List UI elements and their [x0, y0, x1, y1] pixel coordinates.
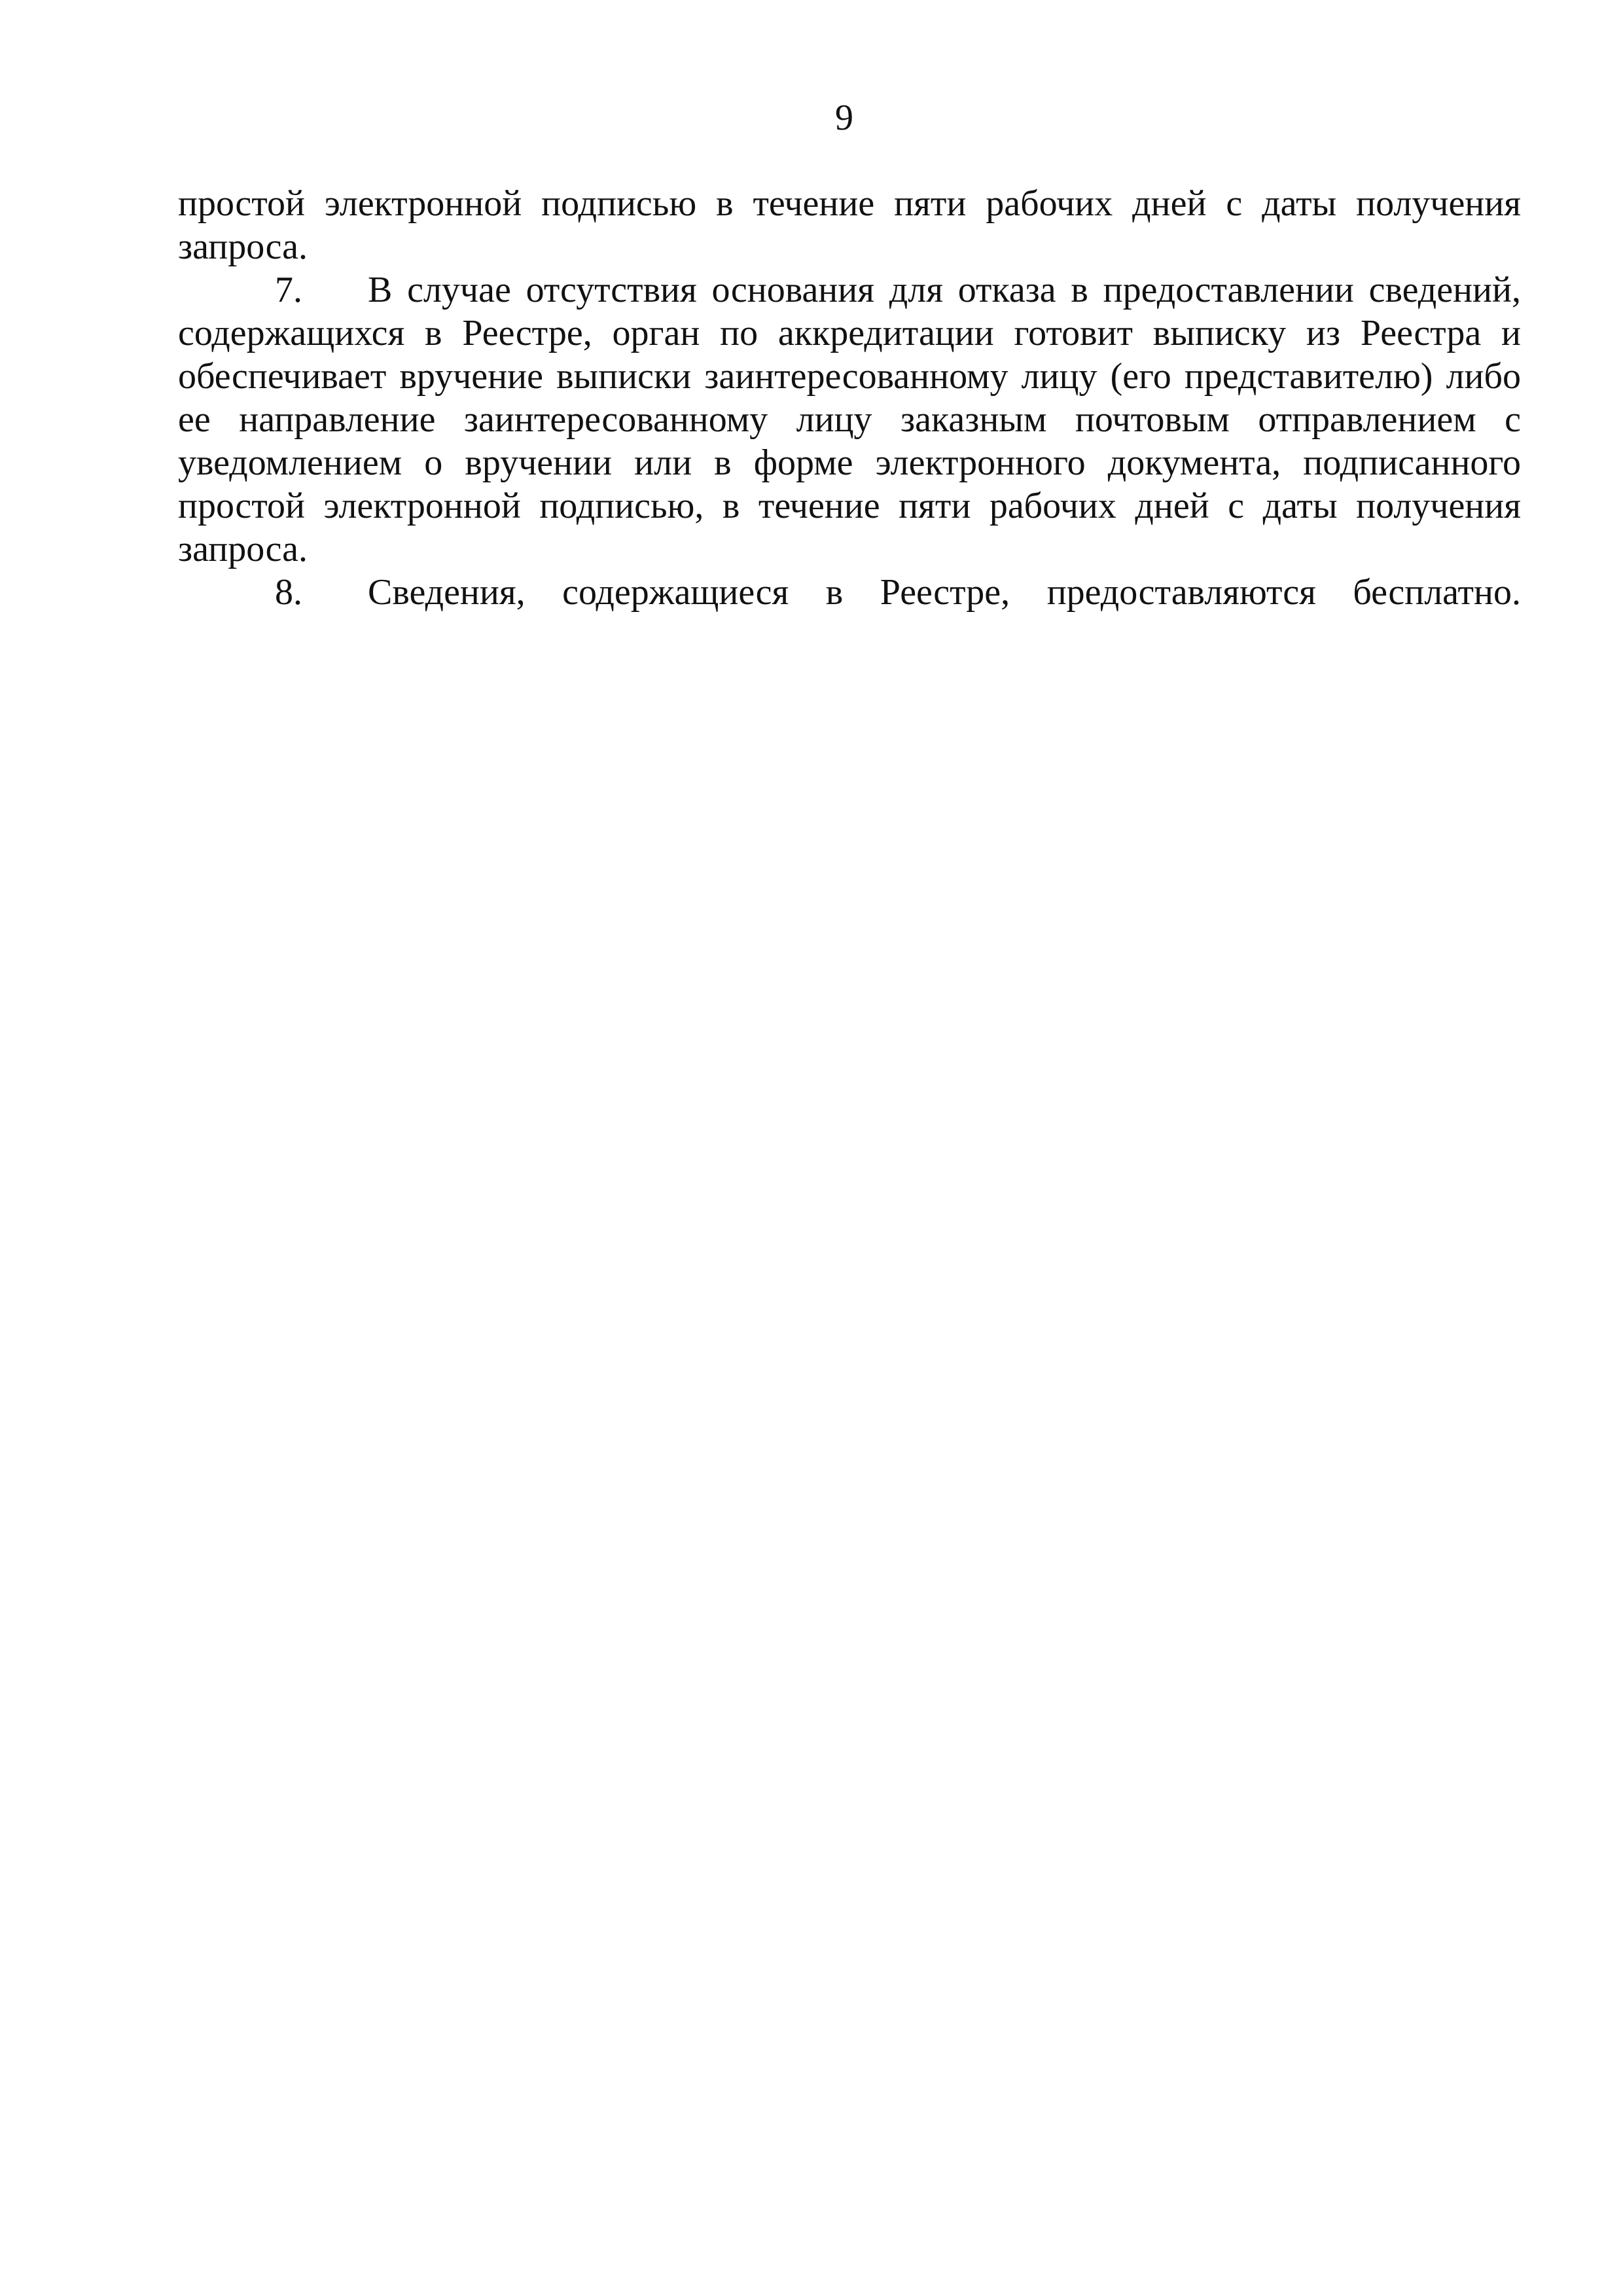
page-number: 9	[835, 98, 853, 138]
paragraph-number: 7.	[275, 270, 302, 310]
paragraph-item-8	[178, 571, 1521, 614]
paragraph-number: 8.	[275, 572, 302, 613]
paragraph-text: простой электронной подписью в течение пяти рабочих дней с даты получения запроса.	[178, 183, 1521, 267]
paragraph-continuation	[178, 182, 1521, 268]
paragraph-text: Сведения, содержащиеся в Реестре, предоставляются бесплатно.	[368, 572, 1521, 613]
document-body	[178, 182, 1521, 614]
paragraph-text: В случае отсутствия основания для отказа в предоставлении сведений, содержащихся в Реестре, орган по аккредитации готовит выписку из Реестра и обеспечивает вручение выписки заинтересованному лицу (его представителю) либо ее направление заинтересованному лицу заказным почтовым отправлением с уведомлением о вручении или в форме электронного документа, подписанного простой электронной подписью, в течение пяти рабочих дней с даты получения запроса.	[178, 270, 1521, 569]
paragraph-item-7	[178, 268, 1521, 571]
